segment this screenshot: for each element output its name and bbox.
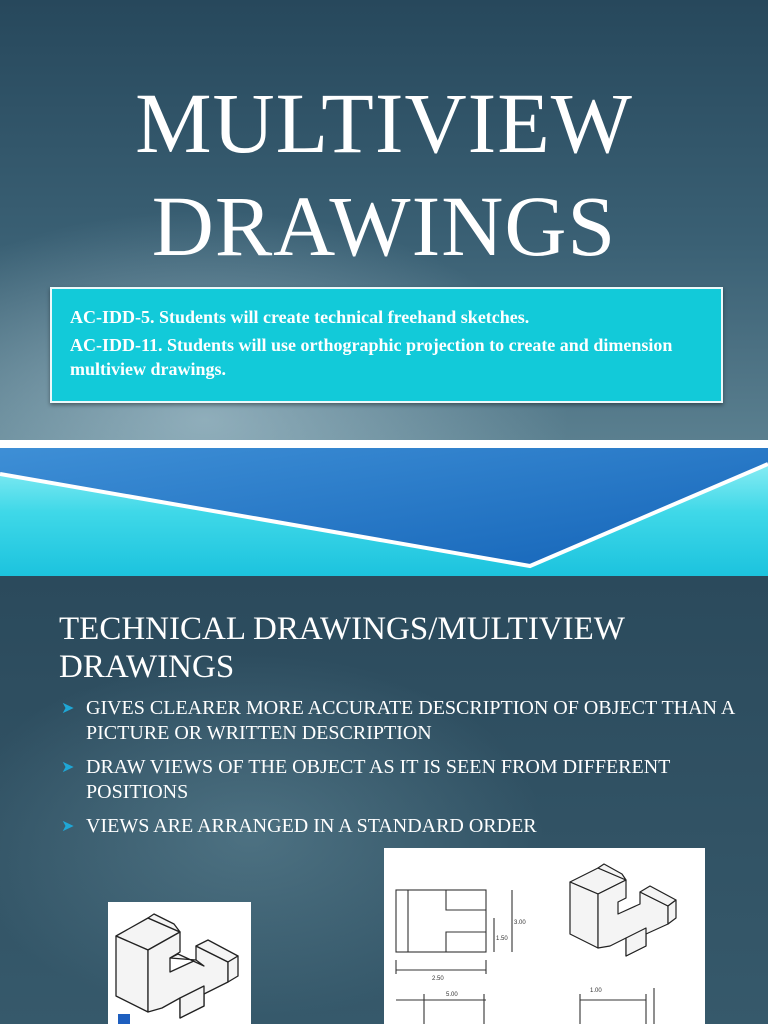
objective-1: AC-IDD-5. Students will create technical freehand sketches. xyxy=(70,307,530,327)
bullet-text: DRAW VIEWS OF THE OBJECT AS IT IS SEEN FROM DIFFERENT POSITIONS xyxy=(86,756,671,803)
dimension-label: 5.00 xyxy=(446,992,458,998)
title-slide xyxy=(0,0,768,440)
multiview-drawing xyxy=(384,848,705,1024)
dimension-label: 2.50 xyxy=(432,976,444,982)
slide-title-line-2: DRAWINGS xyxy=(151,178,617,274)
arrow-bullet-icon: ➤ xyxy=(61,700,75,717)
dimension-label: 1.00 xyxy=(590,988,602,994)
isometric-drawing-image xyxy=(108,902,251,1024)
isometric-object-icon xyxy=(108,902,251,1024)
bullet-text: VIEWS ARE ARRANGED IN A STANDARD ORDER xyxy=(86,815,537,837)
content-heading: TECHNICAL DRAWINGS/MULTIVIEW DRAWINGS xyxy=(59,611,625,685)
bullet-text: GIVES CLEARER MORE ACCURATE DESCRIPTION OF OBJECT THAN A PICTURE OR WRITTEN DESCRIPTION xyxy=(86,697,735,744)
bullet-item xyxy=(60,696,740,746)
bullet-list xyxy=(60,696,740,848)
dimension-label: 3.00 xyxy=(514,920,526,926)
bullet-item xyxy=(60,755,740,805)
dimension-label: 1.50 xyxy=(496,936,508,942)
content-slide xyxy=(0,576,768,1024)
multiview-drawing-image xyxy=(384,848,705,1024)
decorative-chevron-band xyxy=(0,448,768,576)
bullet-item xyxy=(60,814,740,839)
objective-2: AC-IDD-11. Students will use orthographic projection to create and dimension multiview drawings. xyxy=(70,335,673,379)
arrow-bullet-icon: ➤ xyxy=(61,759,75,776)
arrow-bullet-icon: ➤ xyxy=(61,818,75,835)
objectives-box xyxy=(50,287,723,403)
slide-title-line-1: MULTIVIEW xyxy=(135,75,633,171)
slide-divider xyxy=(0,440,768,448)
